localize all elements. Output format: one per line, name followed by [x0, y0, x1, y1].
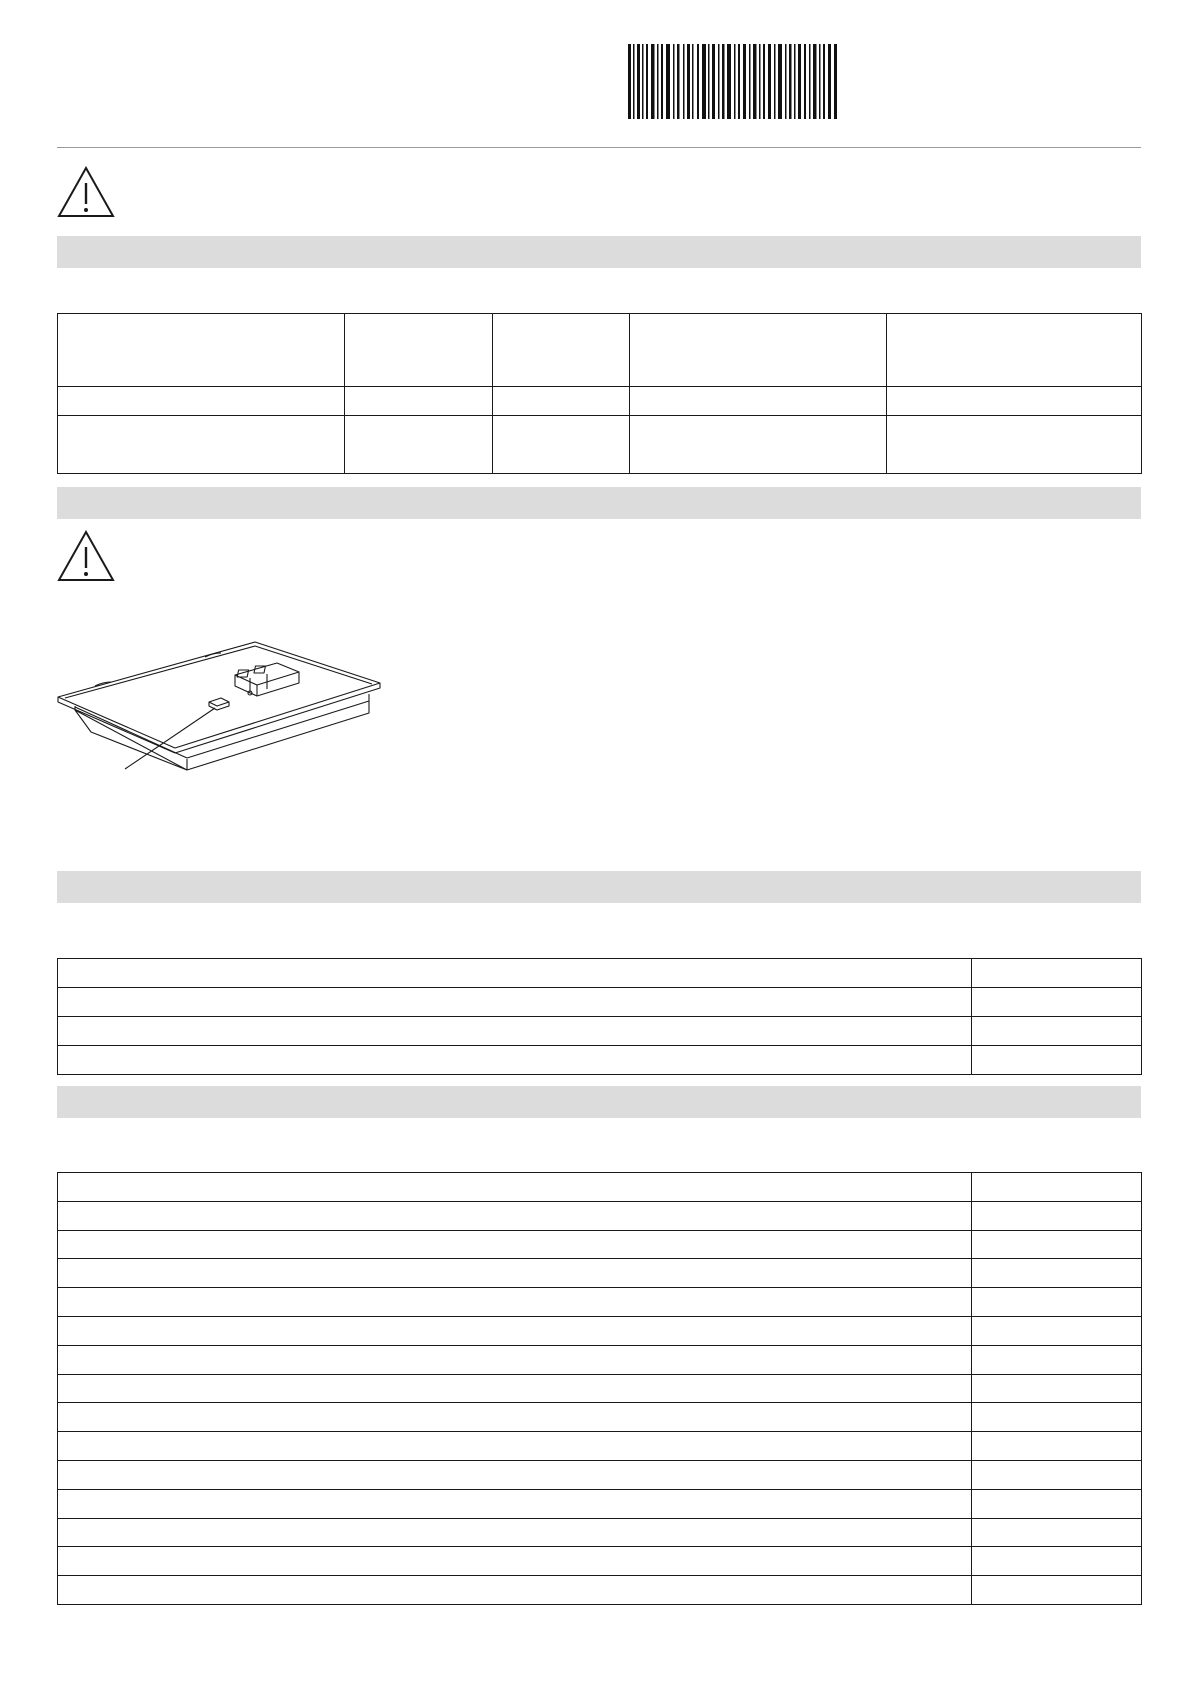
table-row: [58, 1576, 1142, 1605]
table-cell: [58, 1288, 972, 1317]
table-row: [58, 1403, 1142, 1432]
table-cell: [972, 1046, 1142, 1075]
table-row: [58, 1374, 1142, 1403]
table-row: [58, 1017, 1142, 1046]
table-cell: [972, 1460, 1142, 1489]
table-cell: [972, 1576, 1142, 1605]
table-cell: [58, 1489, 972, 1518]
table-cell: [345, 416, 493, 474]
table-cell: [58, 1046, 972, 1075]
table-cell: [58, 959, 972, 988]
table-row: [58, 387, 1142, 416]
table-cell: [630, 387, 887, 416]
table-cell: [58, 1259, 972, 1288]
table-header-cell: [493, 314, 630, 387]
table-cell: [58, 1374, 972, 1403]
table-cell: [58, 416, 345, 474]
table-cell: [972, 1489, 1142, 1518]
table-cell: [58, 1547, 972, 1576]
table-cell: [493, 416, 630, 474]
table-cell: [972, 1374, 1142, 1403]
table-cell: [972, 1201, 1142, 1230]
warning-triangle-icon: [57, 530, 115, 582]
table-cell: [58, 1316, 972, 1345]
table-cell: [972, 1288, 1142, 1317]
table-cell: [972, 1547, 1142, 1576]
table-cell: [58, 387, 345, 416]
table-row: [58, 1201, 1142, 1230]
table-row: [58, 314, 1142, 387]
table-cell: [345, 387, 493, 416]
header-divider: [57, 147, 1141, 148]
table-cell: [58, 1230, 972, 1259]
table-cell: [972, 1017, 1142, 1046]
table-cell: [972, 1173, 1142, 1202]
table-cell: [972, 1518, 1142, 1547]
table-cell: [887, 416, 1142, 474]
section-header-4: [57, 1086, 1141, 1118]
table-header-cell: [630, 314, 887, 387]
section-title-4: [57, 1086, 1141, 1098]
table-row: [58, 959, 1142, 988]
table-cell: [493, 387, 630, 416]
section-title-3: [57, 871, 1141, 883]
table-row: [58, 1489, 1142, 1518]
warning-triangle-icon: [57, 166, 115, 218]
table-cell: [630, 416, 887, 474]
table-row: [58, 1547, 1142, 1576]
section-header-2: [57, 487, 1141, 519]
table-cell: [58, 1432, 972, 1461]
table-cell: [972, 1345, 1142, 1374]
table-cell: [972, 1432, 1142, 1461]
list-table-1: [57, 958, 1142, 1075]
table-cell: [972, 988, 1142, 1017]
section-title-2: [57, 487, 1141, 499]
table-cell: [58, 1403, 972, 1432]
table-row: [58, 1316, 1142, 1345]
table-cell: [58, 1201, 972, 1230]
table-header-cell: [345, 314, 493, 387]
table-row: [58, 1046, 1142, 1075]
table-cell: [58, 1017, 972, 1046]
table-cell: [58, 1345, 972, 1374]
table-cell: [58, 1460, 972, 1489]
section-header-3: [57, 871, 1141, 903]
table-cell: [887, 387, 1142, 416]
table-cell: [972, 1403, 1142, 1432]
table-header-cell: [58, 314, 345, 387]
table-row: [58, 1288, 1142, 1317]
list-table-2: [57, 1172, 1142, 1605]
section-header-1: [57, 236, 1141, 268]
table-cell: [58, 988, 972, 1017]
ceiling-luminaire-drawing-icon: [55, 640, 390, 775]
table-cell: [972, 959, 1142, 988]
spec-table: [57, 313, 1142, 474]
table-row: [58, 1345, 1142, 1374]
table-cell: [972, 1316, 1142, 1345]
table-cell: [58, 1518, 972, 1547]
table-cell: [972, 1259, 1142, 1288]
section-title-1: [57, 236, 1141, 248]
table-row: [58, 1460, 1142, 1489]
table-cell: [58, 1576, 972, 1605]
table-cell: [58, 1173, 972, 1202]
table-row: [58, 1173, 1142, 1202]
table-row: [58, 1259, 1142, 1288]
table-cell: [972, 1230, 1142, 1259]
table-row: [58, 1432, 1142, 1461]
table-header-cell: [887, 314, 1142, 387]
table-row: [58, 416, 1142, 474]
table-row: [58, 1518, 1142, 1547]
table-row: [58, 988, 1142, 1017]
barcode-icon: [628, 44, 838, 119]
table-row: [58, 1230, 1142, 1259]
